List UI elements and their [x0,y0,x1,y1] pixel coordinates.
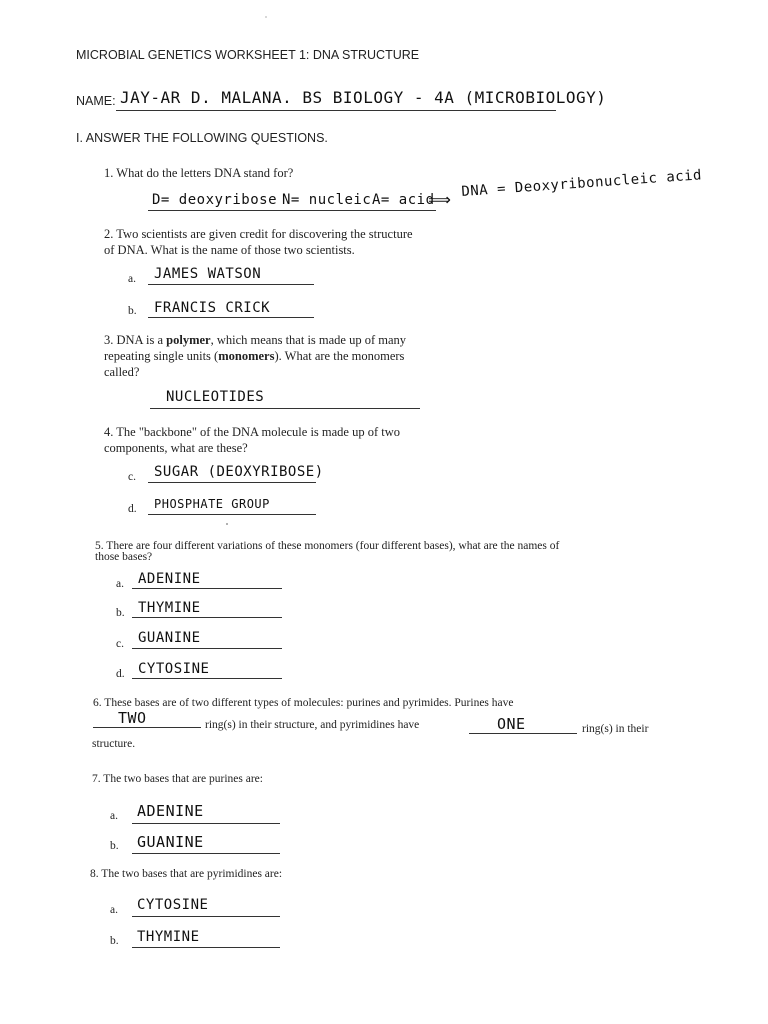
question-6-line1: 6. These bases are of two different types of molecules: purines and pyrimides. Purines have [93,697,514,709]
q6-line3: structure. [92,738,136,750]
q2-b-answer: FRANCIS CRICK [154,300,271,316]
q5-b-answer: THYMINE [138,600,201,616]
q2-a-label: a. [128,273,136,285]
q2-b-underline [148,317,314,318]
q4-c-underline [148,482,316,483]
question-1: 1. What do the letters DNA stand for? [104,166,294,180]
q8-b-underline [132,947,280,948]
q3-polymer: polymer [166,333,211,347]
q7-b-underline [132,853,280,854]
q8-a-underline [132,916,280,917]
q3-answer: NUCLEOTIDES [166,389,265,405]
question-3-line2 [104,349,404,364]
stray-mark [226,523,228,525]
q5-d-label: d. [116,668,125,680]
q8-b-label: b. [110,935,119,947]
q1-underline [148,210,436,211]
question-2-line1: 2. Two scientists are given credit for discovering the structure [104,227,413,241]
q2-a-answer: JAMES WATSON [154,266,262,282]
q5-a-label: a. [116,578,124,590]
q7-b-label: b. [110,840,119,852]
q4-c-answer: SUGAR (DEOXYRIBOSE) [154,464,324,480]
question-4-line2: components, what are these? [104,441,248,455]
q7-a-label: a. [110,810,118,822]
question-3-line3: called? [104,365,140,379]
q6-blank1-answer: TWO [118,709,147,727]
q3-line2-pre: repeating single units ( [104,349,219,363]
question-8: 8. The two bases that are pyrimidines are: [90,868,283,880]
question-7: 7. The two bases that are purines are: [92,773,263,785]
question-5-line1: 5. There are four different variations of these monomers (four different bases), what are the names of [95,540,560,552]
q8-a-label: a. [110,904,118,916]
q5-b-underline [132,617,282,618]
q5-d-underline [132,678,282,679]
q3-line1-post: , which means that is made up of many [210,333,407,347]
q5-c-answer: GUANINE [138,630,201,646]
question-3-line1 [104,333,406,348]
q1-answer-full: DNA = Deoxyribonucleic acid [460,167,703,200]
q5-a-answer: ADENINE [138,571,201,587]
q6-end-text: ring(s) in their [582,723,649,735]
q5-d-answer: CYTOSINE [138,661,210,677]
q7-a-underline [132,823,280,824]
question-5-line2: those bases? [95,551,153,563]
q3-monomers: monomers [218,349,275,363]
q4-d-underline [148,514,316,515]
q7-a-answer: ADENINE [137,802,204,820]
name-label: NAME: [76,94,116,108]
q6-blank2-answer: ONE [497,715,526,733]
q4-d-answer: PHOSPHATE GROUP [154,497,270,511]
q2-a-underline [148,284,314,285]
question-4-line1: 4. The "backbone" of the DNA molecule is made up of two [104,425,401,439]
q3-line2-post: ). What are the monomers [274,349,405,363]
q6-blank1-underline [93,727,201,728]
worksheet-title: MICROBIAL GENETICS WORKSHEET 1: DNA STRUCTURE [76,48,420,62]
q8-a-answer: CYTOSINE [137,897,209,913]
question-2-line2: of DNA. What is the name of those two scientists. [104,243,355,257]
q1-answer-n: N= nucleic [282,192,372,208]
section-heading: I. ANSWER THE FOLLOWING QUESTIONS. [76,131,328,145]
q8-b-answer: THYMINE [137,929,200,945]
name-value: JAY-AR D. MALANA. BS BIOLOGY - 4A (MICROBIOLOGY) [120,88,607,107]
q5-c-underline [132,648,282,649]
q6-blank2-underline [469,733,577,734]
q3-underline [150,408,420,409]
q1-answer-a: A= acid [372,192,435,208]
q4-d-label: d. [128,503,137,515]
q6-mid-text: ring(s) in their structure, and pyrimidines have [205,719,420,731]
q4-c-label: c. [128,471,136,483]
q3-line1-pre: 3. DNA is a [104,333,167,347]
q7-b-answer: GUANINE [137,833,204,851]
q1-answer-d: D= deoxyribose [152,192,278,208]
q5-a-underline [132,588,282,589]
q1-arrow: ⟹ [428,190,452,209]
q5-c-label: c. [116,638,124,650]
q2-b-label: b. [128,305,137,317]
scan-speck [265,16,267,18]
q5-b-label: b. [116,607,125,619]
name-underline [116,110,556,111]
